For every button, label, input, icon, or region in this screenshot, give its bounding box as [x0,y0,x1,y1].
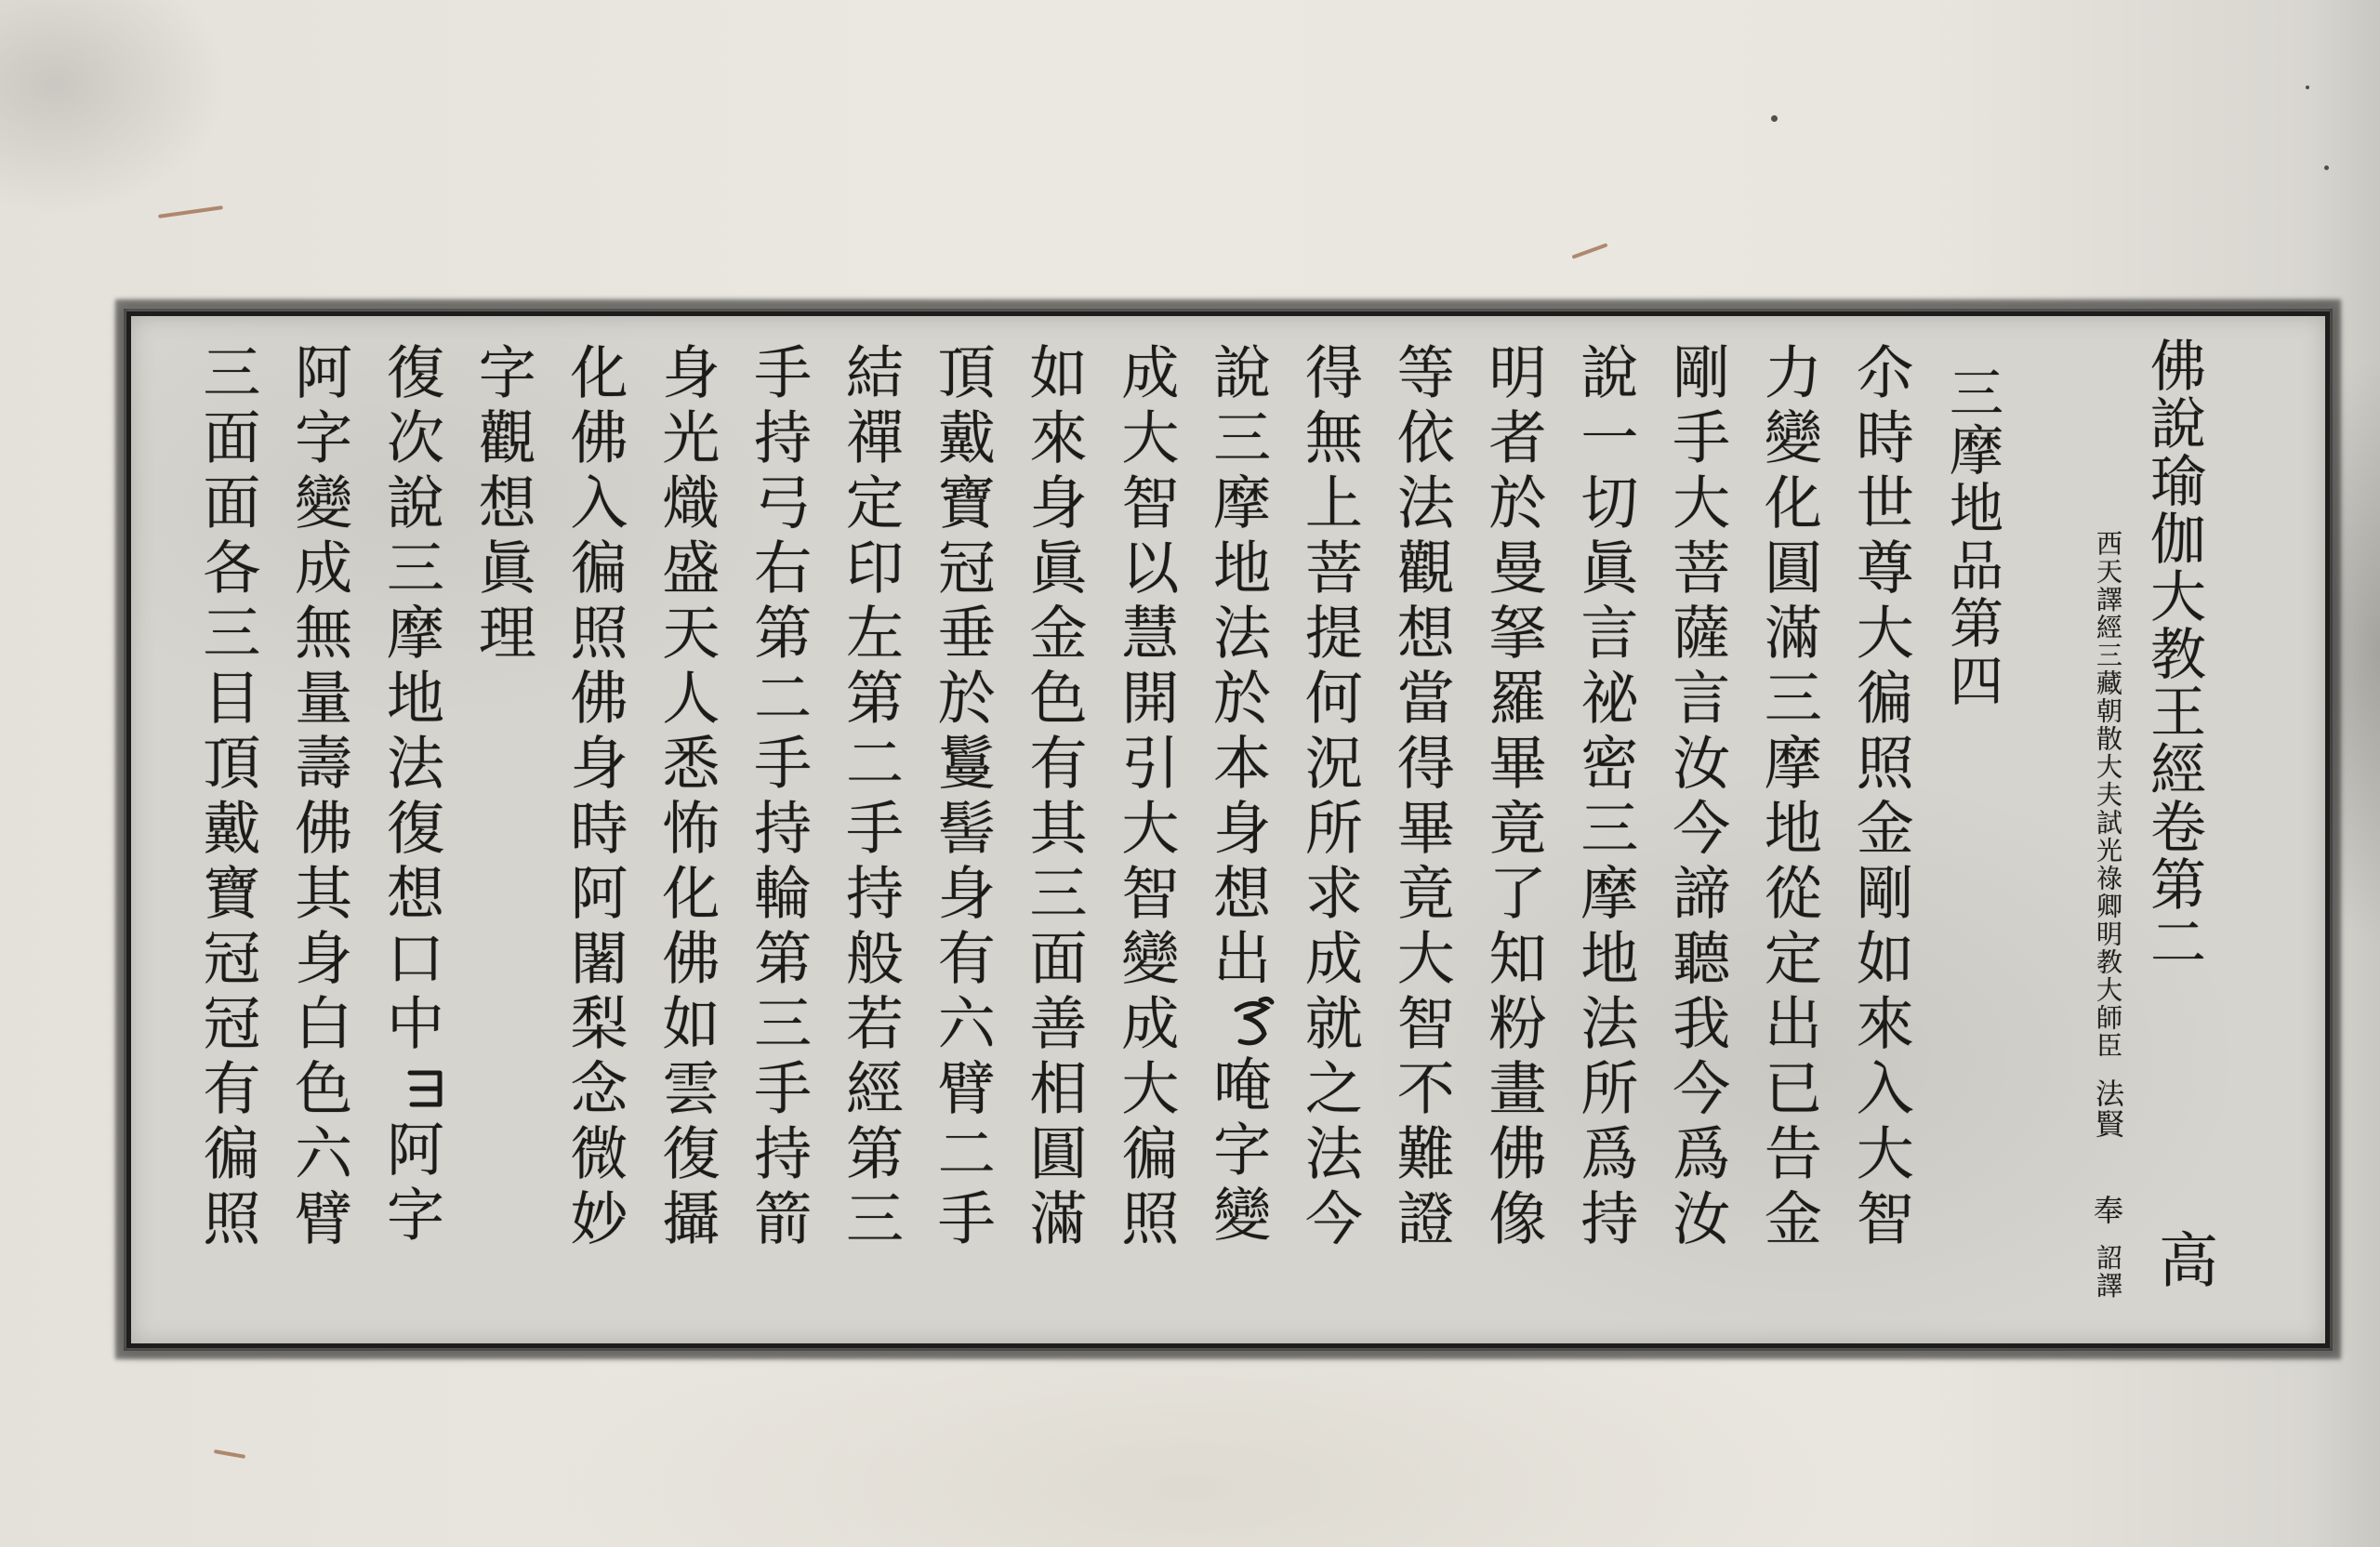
column-text: 尒時世尊大徧照金剛如來入大智 [1846,342,1915,1253]
column-text: 成大智以慧開引大智變成大徧照 [1111,342,1180,1253]
ink-speck [2306,86,2309,89]
column-text: 等依法觀想當得畢竟大智不難證 [1387,342,1456,1253]
column-text: 字觀想眞理 [469,342,537,668]
column-text: 復次說三摩地法復想口中 [377,342,445,1058]
sutra-title: 佛說瑜伽大教王經卷第二 [2141,337,2206,971]
text-column [1099,342,1191,1337]
text-column [732,342,824,1337]
column-text: 化佛入徧照佛身時阿闍梨念微妙 [561,342,629,1253]
column-text: 明者於曼拏羅畢竟了知粉畫佛像 [1479,342,1548,1253]
volume-mark: 高 [2149,1229,2217,1289]
text-column [915,342,1007,1337]
paper-fiber-mark [1572,243,1608,258]
text-column [824,342,916,1337]
column-text: 阿字 [377,1119,445,1250]
ink-speck [1771,115,1778,122]
column-text: 說三摩地法於本身想出 [1203,342,1272,993]
text-column [1650,342,1742,1337]
text-column [1007,342,1099,1337]
text-column [1833,342,1925,1337]
text-column [640,342,732,1337]
column-text: 唵字變 [1203,1054,1272,1250]
translator-credit: 西天譯經三藏朝散大夫試光祿卿明教大師臣 [2093,530,2123,1060]
column-text: 如來身眞金色有其三面善相圓滿 [1020,342,1089,1253]
text-column [1374,342,1466,1337]
sutra-body [180,342,2017,1337]
text-column [272,342,364,1337]
text-column [548,342,640,1337]
translator-verb: 奉 [2089,1195,2124,1224]
translator-edict: 詔譯 [2093,1244,2123,1300]
text-column [1558,342,1650,1337]
translator-name: 法賢 [2090,1078,2123,1140]
siddham-a-glyph [397,1058,455,1119]
ink-speck [2324,165,2329,170]
column-text: 剛手大菩薩言汝今諦聽我今爲汝 [1662,342,1731,1253]
text-column [180,342,272,1337]
column-text: 力變化圓滿三摩地從定出已告金 [1754,342,1823,1253]
text-column [364,342,456,1337]
column-text: 說一切眞言祕密三摩地法所爲持 [1570,342,1639,1253]
column-text: 手持弓右第二手持輪第三手持箭 [744,342,813,1253]
column-text: 身光熾盛天人悉怖化佛如雲復攝 [652,342,721,1253]
text-column [1742,342,1834,1337]
paper-fiber-mark [158,205,223,218]
column-text: 得無上菩提何況所求成就之法今 [1295,342,1364,1253]
text-column [1283,342,1375,1337]
column-text: 結禪定印左第二手持般若經第三 [836,342,905,1253]
column-text: 頂戴寶冠垂於鬘髻身有六臂二手 [928,342,997,1253]
column-text: 三面面各三目頂戴寶冠冠有徧照 [192,342,261,1253]
siddham-om-glyph [1223,993,1281,1054]
chapter-heading: 三摩地品第四 [1940,364,2003,710]
paper-fiber-mark [214,1449,245,1459]
text-column [1466,342,1558,1337]
text-column [456,342,548,1337]
text-column [1191,342,1283,1337]
column-text: 阿字變成無量壽佛其身白色六臂 [284,342,353,1253]
